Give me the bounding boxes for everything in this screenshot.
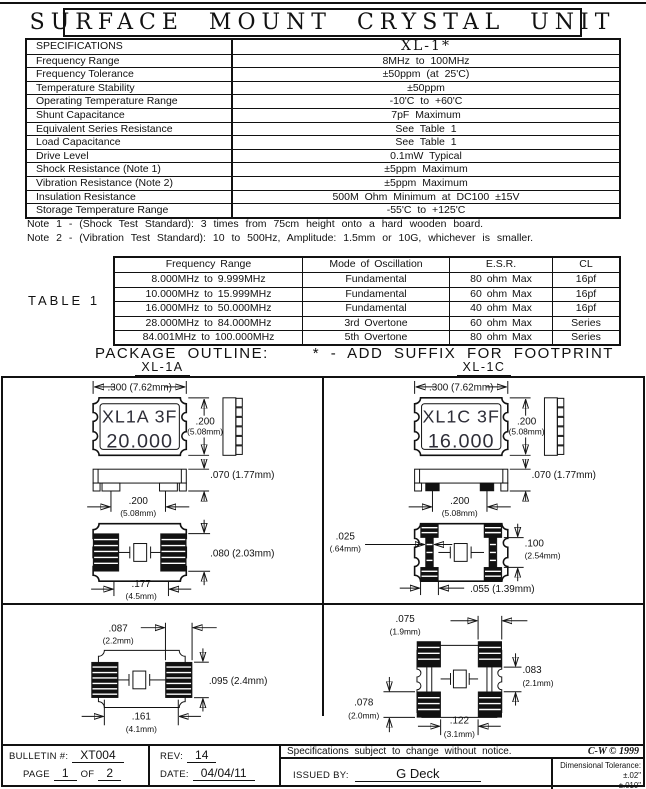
- cell: 16.000MHz to 50.000MHz: [115, 302, 303, 315]
- xl1c-fp-padwidth-dim: [390, 614, 528, 640]
- dim-fp-row-gap: .078: [354, 697, 374, 709]
- spec-value: ±50ppm: [407, 81, 445, 94]
- spec-value: ±5ppm Maximum: [384, 176, 468, 189]
- tolerance-cell: [553, 759, 645, 789]
- xl1c-fp-rowgap-dim: [348, 677, 415, 732]
- xl1c-fp-padheight-dim: [504, 653, 554, 705]
- dim-pitch-mm: (4.5mm): [125, 591, 157, 602]
- dim-fp-pad-width-mm: (1.9mm): [389, 626, 421, 637]
- spec-label: Equivalent Series Resistance: [27, 123, 233, 136]
- dim-height: .200: [516, 416, 537, 428]
- spec-value: 500M Ohm Minimum at DC100 ±15V: [332, 190, 520, 203]
- spec-value: See Table 1: [395, 122, 457, 135]
- marking-line1: XL1A 3F: [102, 406, 178, 427]
- cell: Series: [571, 330, 601, 343]
- xl1a-fp-pitch-dim: [82, 700, 201, 735]
- notice-issued-cell: [281, 746, 645, 789]
- page-total: 2: [98, 767, 121, 781]
- col-header: CL: [579, 258, 593, 270]
- spec-header-value: XL-1*: [401, 38, 451, 54]
- table-row: [115, 316, 619, 330]
- table1: [113, 256, 621, 346]
- pkg-box-right-rule: [643, 376, 645, 787]
- spec-label: Storage Temperature Range: [27, 204, 233, 217]
- dim-fp-pitch: .122: [449, 715, 469, 727]
- tolerance-value-1: ±.02": [623, 771, 641, 780]
- col-header: Frequency Range: [115, 258, 303, 272]
- xl1c-side-view: [544, 398, 563, 455]
- issued-by-value: G Deck: [355, 768, 481, 782]
- spec-label: Drive Level: [27, 150, 233, 163]
- cell: 16pf: [575, 287, 597, 300]
- cell: 60 ohm Max: [450, 317, 553, 330]
- spec-label: Shunt Capacitance: [27, 109, 233, 122]
- dim-thickness: .070 (1.77mm): [531, 470, 596, 482]
- marking-line1: XL1C 3F: [422, 406, 500, 427]
- dim-width: .300 (7.62mm): [107, 382, 172, 394]
- dim-fp-pad-width: .087: [108, 623, 128, 635]
- xl1a-padheight-dim: [188, 520, 274, 585]
- spec-label: Temperature Stability: [27, 82, 233, 95]
- dim-pad-span-mm: (5.08mm): [120, 507, 157, 518]
- xl1c-top-view: [415, 398, 508, 455]
- spec-value: 7pF Maximum: [391, 108, 461, 121]
- rev-label: REV:: [160, 751, 184, 762]
- issued-row: [281, 759, 645, 789]
- xl1c-gap-dim: [504, 524, 561, 581]
- crystal-symbol: [119, 544, 161, 562]
- dim-width: .300 (7.62mm): [428, 382, 494, 394]
- dim-pad-span: .200: [450, 495, 470, 507]
- cell: 16pf: [575, 273, 597, 286]
- dim-fp-pitch: .161: [131, 711, 151, 723]
- xl1c-corner-dim: [400, 581, 535, 595]
- table-row: [27, 203, 619, 217]
- dim-fp-pad-height-mm: (2.1mm): [522, 677, 554, 688]
- xl1c-footprint-drawing: [325, 606, 643, 744]
- dim-pitch: .177: [131, 579, 151, 591]
- cell: 8.000MHz to 9.999MHz: [115, 273, 303, 286]
- title-block-footer: [1, 744, 645, 787]
- xl1c-fp-pitch-dim: [418, 715, 501, 739]
- cell: 16pf: [575, 302, 597, 315]
- cell: Fundamental: [303, 302, 450, 315]
- spec-value: -10'C to +60'C: [389, 95, 463, 108]
- xl1a-top-view: [93, 398, 186, 455]
- table-header-row: [115, 258, 619, 272]
- table-row: [27, 67, 619, 81]
- xl1a-width-dim: [93, 381, 186, 394]
- cell: 40 ohm Max: [450, 302, 553, 315]
- rev-value: 14: [187, 749, 216, 763]
- dim-pad-span-mm: (5.08mm): [441, 507, 478, 518]
- table-row: [27, 162, 619, 176]
- dim-fp-pitch-mm: (3.1mm): [443, 729, 475, 740]
- issued-by-cell: [281, 759, 553, 789]
- spec-header-label: SPECIFICATIONS: [27, 40, 233, 54]
- spec-value: ±50ppm (at 25'C): [382, 68, 470, 81]
- table-row: [27, 190, 619, 204]
- page-title: SURFACE MOUNT CRYSTAL UNIT: [29, 10, 616, 35]
- table-row: [27, 40, 619, 54]
- cell: 3rd Overtone: [303, 317, 450, 330]
- spec-value: See Table 1: [395, 136, 457, 149]
- dim-fp-pad-width: .075: [395, 613, 415, 625]
- dim-thickness: .070 (1.77mm): [210, 470, 275, 482]
- spec-value: ±5ppm Maximum: [384, 163, 468, 176]
- dim-fp-pitch-mm: (4.1mm): [125, 724, 157, 735]
- dim-height-mm: (5.08mm): [187, 426, 224, 437]
- dim-height: .200: [195, 416, 215, 428]
- xl1a-package-drawing: [3, 378, 322, 603]
- xl1c-width-dim: [415, 381, 508, 394]
- xl1c-height-dim: [509, 398, 545, 455]
- suffix-note: * - ADD SUFFIX FOR FOOTPRINT: [312, 345, 614, 362]
- table-row: [27, 122, 619, 136]
- dim-fp-pad-height: .083: [522, 665, 542, 677]
- cell: 80 ohm Max: [450, 331, 553, 344]
- pkg-box-center-rule: [322, 376, 324, 716]
- cell: Fundamental: [303, 273, 450, 286]
- xl1c-package-drawing: [325, 378, 643, 603]
- note-2: Note 2 - (Vibration Test Standard): 10 to 500Hz, Amplitude: 1.5mm or 10G, whichever is smaller.: [27, 232, 534, 244]
- col-header: Mode of Oscillation: [303, 258, 450, 272]
- tolerance-label: Dimensional Tolerance:: [560, 761, 641, 770]
- title-box: [29, 8, 616, 37]
- col-header: E.S.R.: [450, 258, 553, 272]
- spec-label: Operating Temperature Range: [27, 95, 233, 108]
- table-row: [115, 301, 619, 315]
- bulletin-label: BULLETIN #:: [9, 751, 69, 762]
- xl1a-footprint-drawing: [3, 606, 322, 744]
- specifications-table: [25, 38, 621, 219]
- xl1c-span-dim: [409, 491, 511, 518]
- cell: 28.000MHz to 84.000MHz: [115, 317, 303, 330]
- cell: 60 ohm Max: [450, 288, 553, 301]
- bulletin-value: XT004: [72, 749, 123, 763]
- spec-label: Load Capacitance: [27, 136, 233, 149]
- cell: 5th Overtone: [303, 331, 450, 344]
- crystal-symbol: [441, 670, 478, 688]
- table-row: [27, 81, 619, 95]
- of-label: OF: [80, 769, 95, 780]
- table-row: [27, 54, 619, 68]
- package-outline-title: PACKAGE OUTLINE:: [95, 345, 269, 362]
- copyright-text: C-W © 1999: [587, 746, 639, 757]
- issued-by-label: ISSUED BY:: [293, 769, 349, 781]
- date-label: DATE:: [160, 769, 189, 780]
- notice-row: [281, 746, 645, 759]
- dim-fp-row-gap-mm: (2.0mm): [348, 710, 380, 721]
- table-row: [115, 272, 619, 286]
- xl1c-front-view: [415, 469, 508, 491]
- spec-label: Shock Resistance (Note 1): [27, 163, 233, 176]
- column-header-xl1c: XL-1C: [325, 360, 643, 374]
- table-row: [27, 176, 619, 190]
- xl1a-fp-padheight-dim: [194, 648, 267, 711]
- note-1: Note 1 - (Shock Test Standard): 3 times from 75cm height onto a hard wooden board.: [27, 218, 484, 230]
- cell: Series: [571, 316, 601, 329]
- dim-gap: .100: [524, 538, 544, 550]
- cell: 84.001MHz to 100.000MHz: [115, 331, 303, 344]
- xl1c-thickness-dim: [510, 459, 596, 501]
- xl1c-bottom-view: [415, 524, 508, 581]
- xl1a-front-view: [93, 469, 186, 491]
- spec-label: Vibration Resistance (Note 2): [27, 177, 233, 190]
- bulletin-cell: [1, 746, 150, 785]
- dim-bar-width: .025: [335, 531, 355, 543]
- crystal-symbol: [438, 544, 484, 562]
- xl1a-height-dim: [187, 398, 223, 455]
- cell: 80 ohm Max: [450, 273, 553, 286]
- table-row: [27, 135, 619, 149]
- cell: Fundamental: [303, 288, 450, 301]
- xl1a-side-view: [223, 398, 242, 455]
- dim-fp-pad-height: .095 (2.4mm): [208, 675, 268, 687]
- crystal-symbol: [118, 671, 165, 689]
- table-row: [115, 287, 619, 301]
- xl1a-fp-padwidth-dim: [103, 623, 217, 660]
- spec-label: Insulation Resistance: [27, 191, 233, 204]
- table-row: [27, 149, 619, 163]
- page-top-rule: [0, 2, 646, 4]
- date-value: 04/04/11: [193, 767, 255, 781]
- table-row: [27, 94, 619, 108]
- spec-value: -55'C to +125'C: [386, 204, 466, 217]
- dim-pad-height: .080 (2.03mm): [210, 548, 275, 560]
- xl1a-span-dim: [87, 491, 189, 518]
- marking-line2: 20.000: [106, 430, 173, 453]
- table1-label: TABLE 1: [28, 293, 101, 308]
- dim-gap-mm: (2.54mm): [524, 550, 561, 561]
- xl1a-bottom-view: [93, 524, 186, 581]
- dim-corner-pad: .055 (1.39mm): [470, 584, 535, 596]
- dim-height-mm: (5.08mm): [508, 426, 545, 437]
- page-label: PAGE: [23, 769, 50, 780]
- dim-fp-pad-width-mm: (2.2mm): [102, 635, 134, 646]
- rev-date-cell: [150, 746, 281, 785]
- spec-value: 8MHz to 100MHz: [382, 54, 470, 67]
- spec-label: Frequency Tolerance: [27, 68, 233, 81]
- cell: 10.000MHz to 15.999MHz: [115, 288, 303, 301]
- marking-line2: 16.000: [427, 430, 495, 453]
- xl1a-thickness-dim: [188, 459, 274, 501]
- spec-label: Frequency Range: [27, 55, 233, 68]
- column-header-xl1a: XL-1A: [3, 360, 322, 374]
- dim-pad-span: .200: [128, 495, 148, 507]
- xl1a-pitch-dim: [91, 579, 191, 601]
- dim-bar-width-mm: (.64mm): [329, 543, 361, 554]
- spec-value: 0.1mW Typical: [390, 149, 462, 162]
- table-row: [27, 108, 619, 122]
- table-row: [115, 330, 619, 344]
- tolerance-value-2: ±.010": [618, 781, 641, 789]
- notice-text: Specifications subject to change without notice.: [287, 746, 512, 757]
- page-value: 1: [54, 767, 77, 781]
